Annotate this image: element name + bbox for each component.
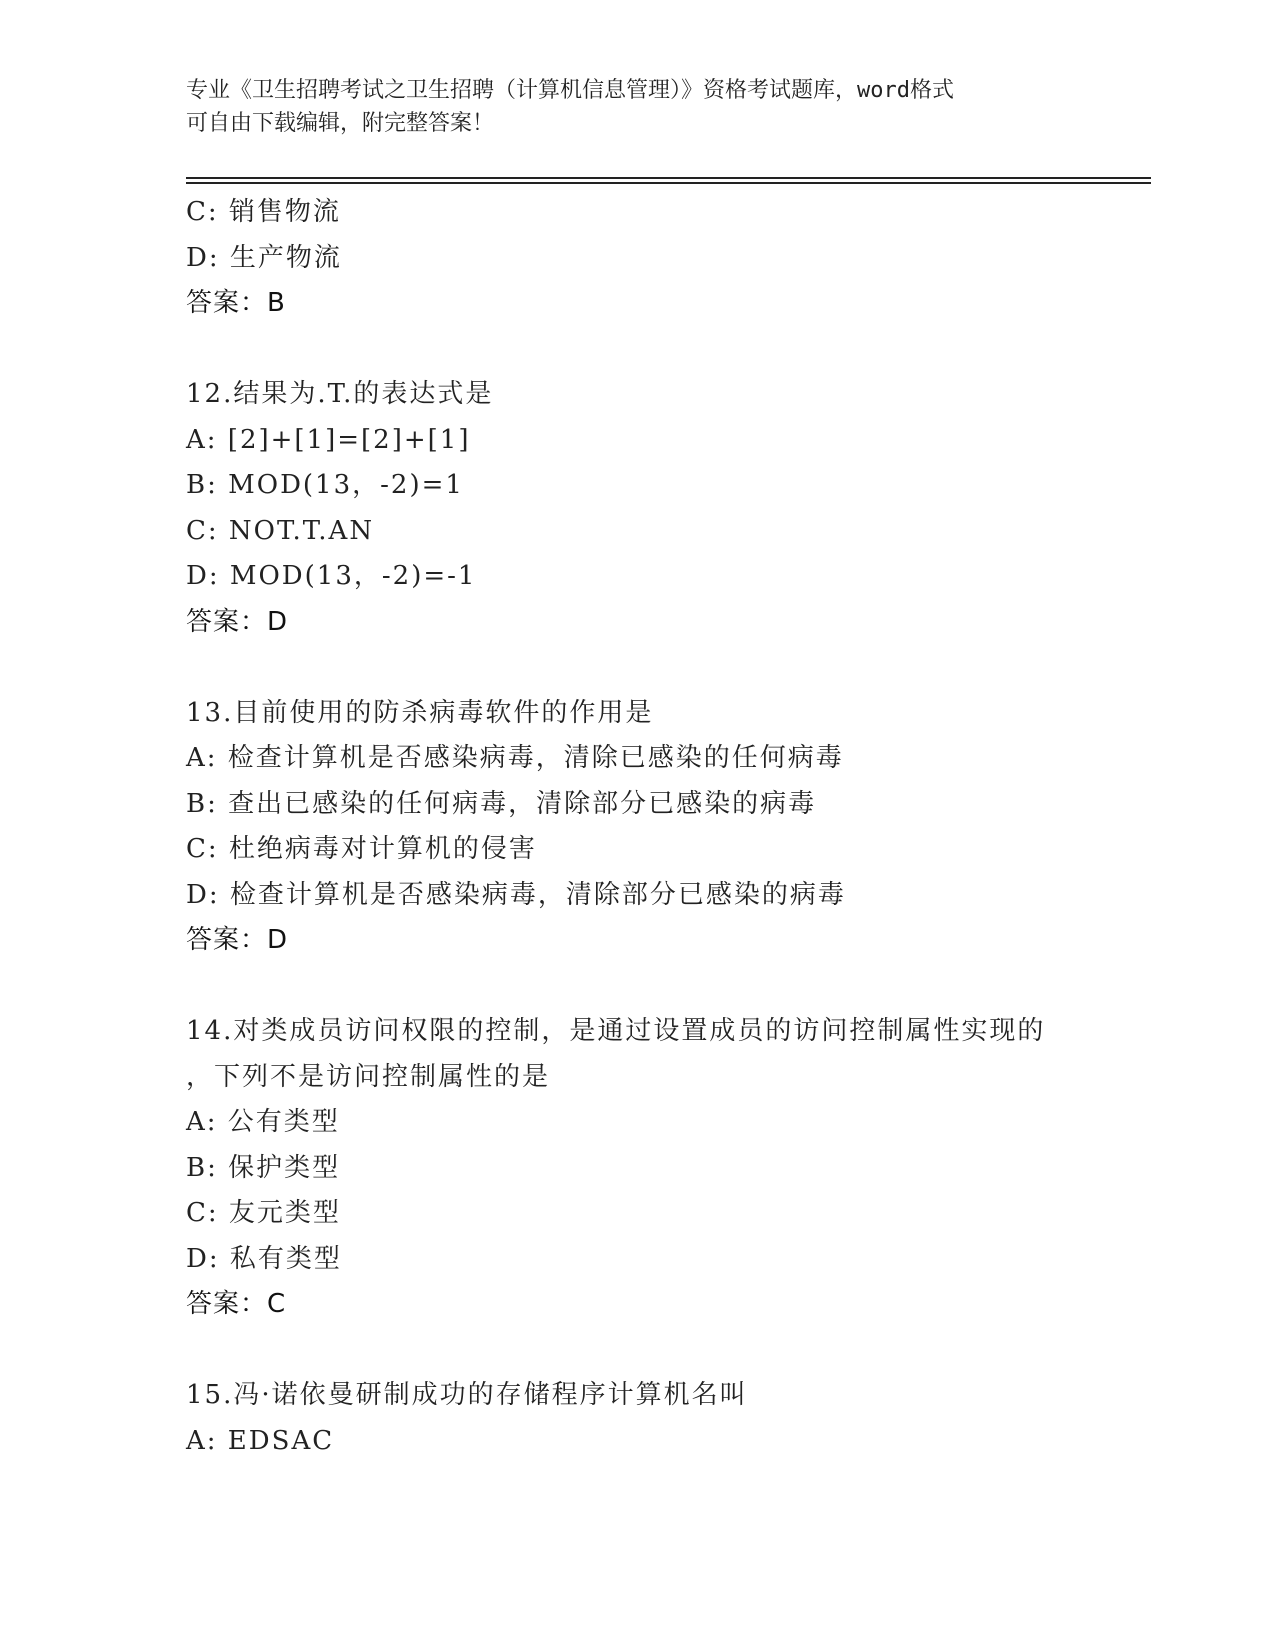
question-stem-line-2: ，下列不是访问控制属性的是 [186,1061,551,1092]
spacer [186,964,1086,1010]
option-b: B: 保护类型 [186,1152,341,1183]
option-a: A: EDSAC [186,1425,335,1456]
question-15 [186,1373,1086,1464]
document-header [186,74,1086,140]
question-13 [186,691,1086,964]
header-rule-top [186,177,1151,179]
header-line-1: 专业《卫生招聘考试之卫生招聘（计算机信息管理）》资格考试题库，word格式 [186,78,954,103]
question-12 [186,372,1086,645]
option-c: C: NOT.T.AN [186,515,375,546]
question-content [186,190,1086,1464]
option-d: D: 检查计算机是否感染病毒，清除部分已感染的病毒 [186,879,846,910]
answer-line: 答案：B [186,288,286,318]
question-stem: 15.冯·诺依曼研制成功的存储程序计算机名叫 [186,1380,748,1410]
option-b: B: 查出已感染的任何病毒，清除部分已感染的病毒 [186,788,817,819]
option-c: C: 友元类型 [186,1198,341,1228]
question-14 [186,1009,1086,1328]
option-c: C: 杜绝病毒对计算机的侵害 [186,834,537,864]
header-line-2: 可自由下载编辑，附完整答案！ [186,111,495,136]
question-stem: 13.目前使用的防杀病毒软件的作用是 [186,697,654,728]
option-a: A: 公有类型 [186,1107,340,1137]
spacer [186,327,1086,373]
option-b: B: MOD(13，-2)=1 [186,470,464,500]
option-d: D: 生产物流 [186,242,342,273]
spacer [186,1328,1086,1374]
option-d: D: 私有类型 [186,1243,342,1274]
spacer [186,645,1086,691]
option-c: C: 销售物流 [186,197,341,227]
option-d: D: MOD(13，-2)=-1 [186,561,477,591]
option-a: A: 检查计算机是否感染病毒，清除已感染的任何病毒 [186,743,844,773]
question-stem: 12.结果为.T.的表达式是 [186,379,494,409]
answer-line: 答案：D [186,606,289,637]
header-rule-bottom [186,182,1151,184]
answer-line: 答案：C [186,1289,287,1319]
question-11-tail [186,190,1086,327]
question-stem-line-1: 14.对类成员访问权限的控制，是通过设置成员的访问控制属性实现的 [186,1016,1046,1046]
answer-line: 答案：D [186,925,289,955]
option-a: A: [2]+[1]=[2]+[1] [186,424,471,455]
